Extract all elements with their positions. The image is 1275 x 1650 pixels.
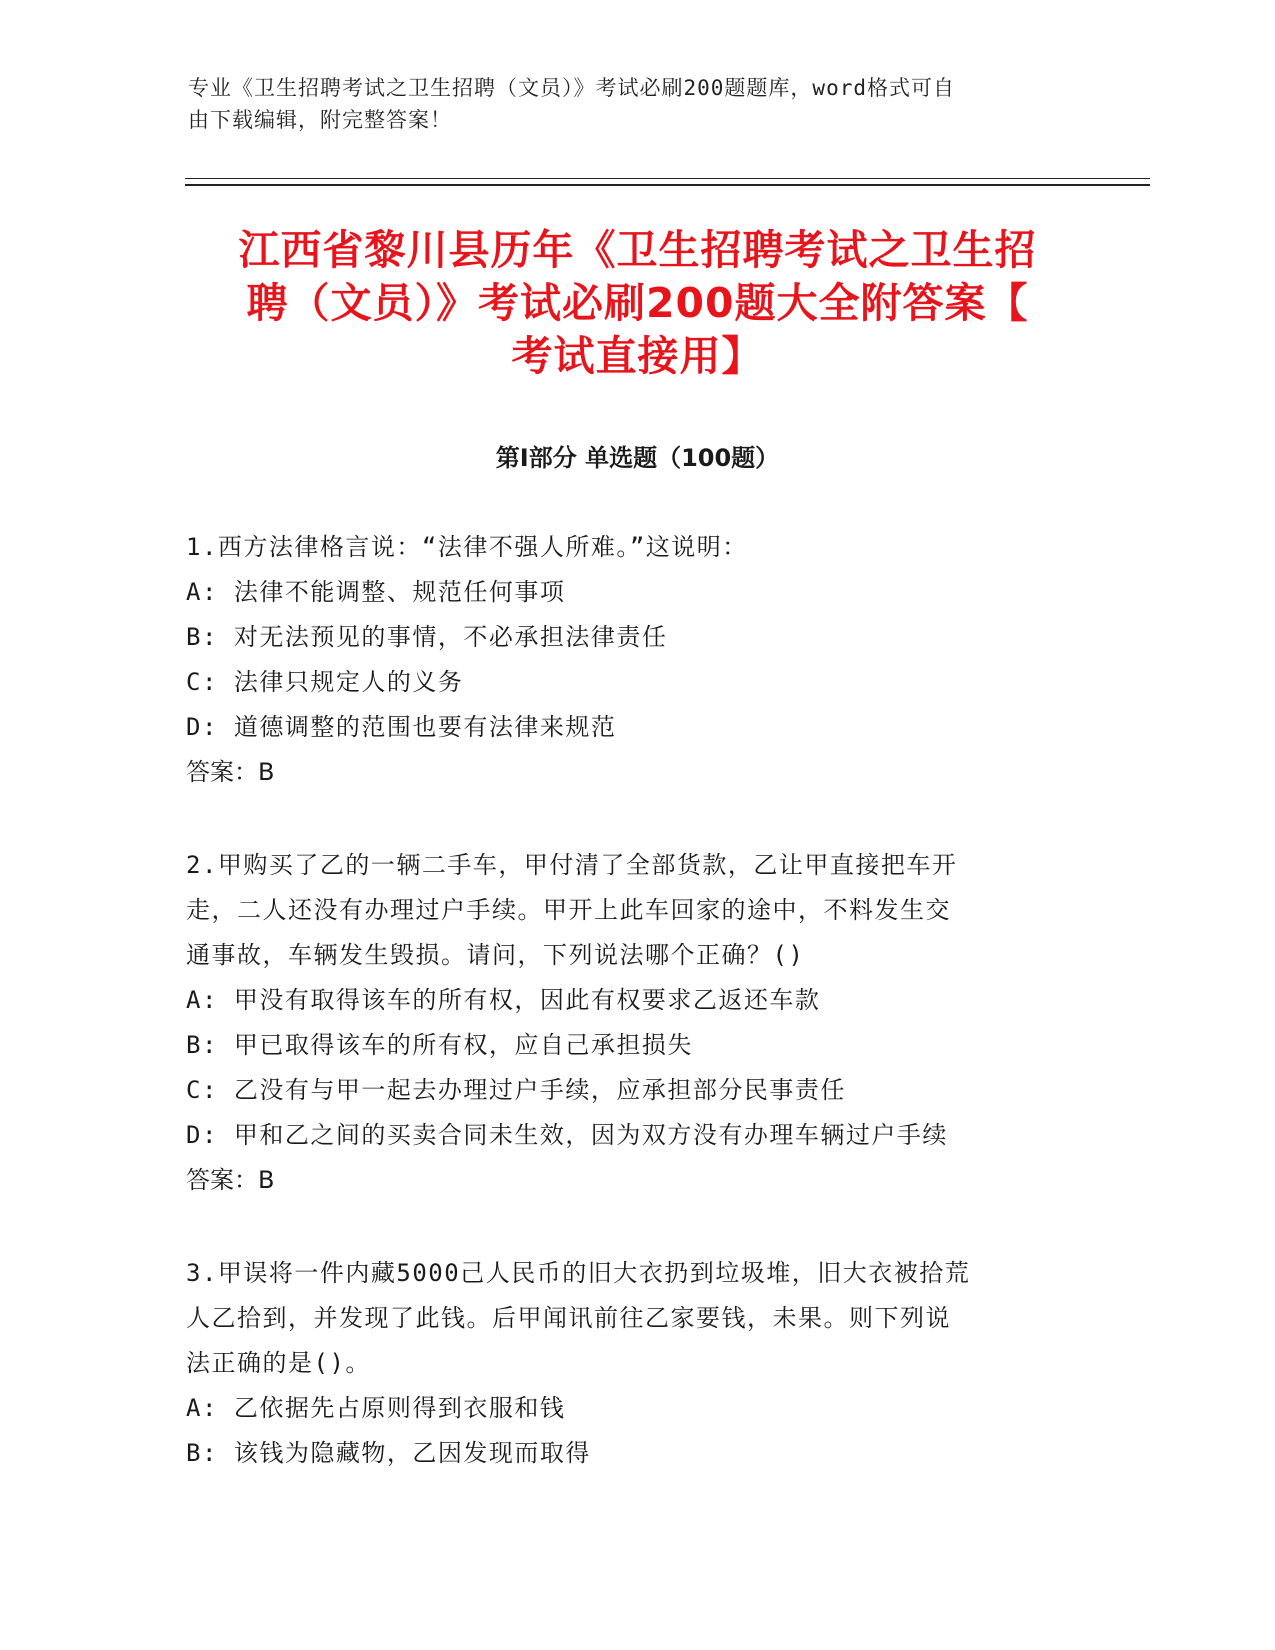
option-c: C: 法律只规定人的义务 bbox=[186, 668, 464, 696]
section-heading: 第Ⅰ部分 单选题（100题） bbox=[495, 444, 780, 472]
question-stem: 1.西方法律格言说：“法律不强人所难。”这说明： bbox=[186, 533, 748, 561]
question-stem-line-2: 走，二人还没有办理过户手续。甲开上此车回家的途中，不料发生交 bbox=[186, 896, 951, 924]
option-b: B: 该钱为隐藏物，乙因发现而取得 bbox=[186, 1439, 591, 1467]
question-list bbox=[186, 525, 1086, 1524]
option-d: D: 甲和乙之间的买卖合同未生效，因为双方没有办理车辆过户手续 bbox=[186, 1121, 948, 1149]
intro-line-2: 由下载编辑，附完整答案！ bbox=[188, 108, 452, 132]
answer: 答案：B bbox=[186, 758, 275, 786]
option-d: D: 道德调整的范围也要有法律来规范 bbox=[186, 713, 617, 741]
title-line-1: 江西省黎川县历年《卫生招聘考试之卫生招 bbox=[238, 226, 1037, 274]
option-a: A: 法律不能调整、规范任何事项 bbox=[186, 578, 566, 606]
question-stem-line-2: 人乙拾到，并发现了此钱。后甲闻讯前往乙家要钱，未果。则下列说 bbox=[186, 1304, 951, 1332]
question-1 bbox=[186, 525, 1086, 795]
document-title bbox=[185, 224, 1090, 383]
option-a: A: 甲没有取得该车的所有权，因此有权要求乙返还车款 bbox=[186, 986, 821, 1014]
answer: 答案：B bbox=[186, 1166, 275, 1194]
option-c: C: 乙没有与甲一起去办理过户手续，应承担部分民事责任 bbox=[186, 1076, 846, 1104]
question-stem-line-3: 通事故，车辆发生毁损。请问，下列说法哪个正确？() bbox=[186, 941, 805, 969]
intro-line-1: 专业《卫生招聘考试之卫生招聘（文员）》考试必刷200题题库，word格式可自 bbox=[188, 76, 955, 100]
question-2 bbox=[186, 843, 1086, 1203]
title-line-2: 聘（文员）》考试必刷200题大全附答案【 bbox=[246, 279, 1029, 327]
header-divider-thick bbox=[185, 184, 1150, 186]
question-stem-line-1: 2.甲购买了乙的一辆二手车，甲付清了全部货款，乙让甲直接把车开 bbox=[186, 851, 958, 879]
option-a: A: 乙依据先占原则得到衣服和钱 bbox=[186, 1394, 566, 1422]
question-stem-line-1: 3.甲误将一件内藏5000己人民币的旧大衣扔到垃圾堆，旧大衣被拾荒 bbox=[186, 1259, 971, 1287]
option-b: B: 甲已取得该车的所有权，应自己承担损失 bbox=[186, 1031, 693, 1059]
option-b: B: 对无法预见的事情，不必承担法律责任 bbox=[186, 623, 668, 651]
title-line-3: 考试直接用】 bbox=[511, 332, 764, 380]
question-3 bbox=[186, 1251, 1086, 1476]
question-stem-line-3: 法正确的是()。 bbox=[186, 1349, 371, 1377]
header-divider-thin bbox=[185, 178, 1150, 179]
intro-text bbox=[188, 72, 1068, 136]
